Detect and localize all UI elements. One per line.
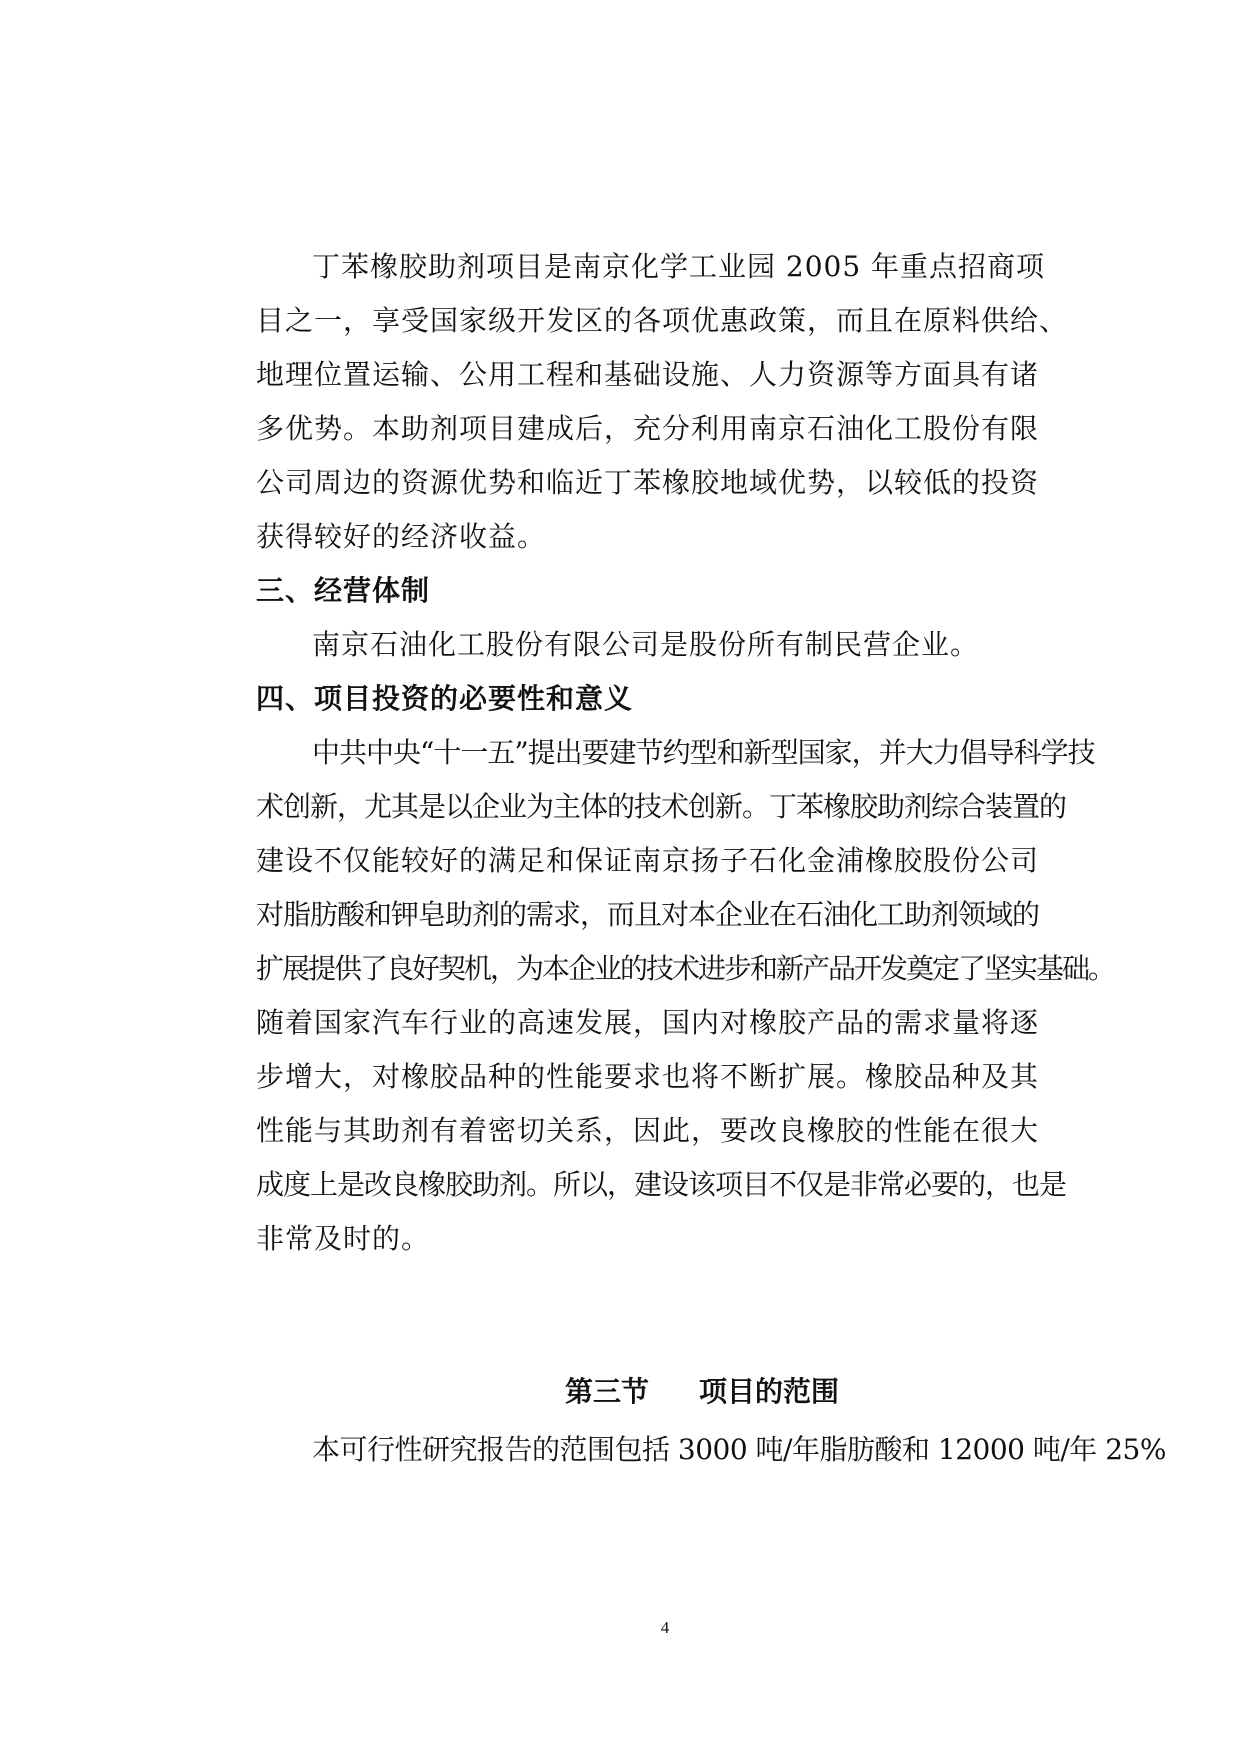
intro-line: 丁苯橡胶助剂项目是南京化学工业园 2005 年重点招商项 — [312, 250, 1046, 283]
intro-line: 公司周边的资源优势和临近丁苯橡胶地域优势，以较低的投资 — [256, 466, 1040, 499]
section-4-line: 对脂肪酸和钾皂助剂的需求，而且对本企业在石油化工助剂领域的 — [256, 898, 1040, 931]
section-4-line: 建设不仅能较好的满足和保证南京扬子石化金浦橡胶股份公司 — [256, 844, 1040, 877]
intro-line: 地理位置运输、公用工程和基础设施、人力资源等方面具有诸 — [256, 358, 1040, 391]
section-4-line: 术创新，尤其是以企业为主体的技术创新。丁苯橡胶助剂综合装置的 — [256, 790, 1067, 823]
scope-paragraph: 本可行性研究报告的范围包括 3000 吨/年脂肪酸和 12000 吨/年 25% — [312, 1433, 1166, 1466]
section-name: 项目的范围 — [699, 1375, 840, 1408]
section-3-paragraph — [256, 618, 1086, 672]
section-4-line: 非常及时的。 — [256, 1222, 431, 1255]
section-3-heading: 三、经营体制 — [256, 574, 431, 607]
intro-line: 多优势。本助剂项目建成后，充分利用南京石油化工股份有限 — [256, 412, 1040, 445]
section-number: 第三节 — [565, 1375, 650, 1408]
section-4-line: 随着国家汽车行业的高速发展，国内对橡胶产品的需求量将逐 — [256, 1006, 1040, 1039]
section-4-line: 扩展提供了良好契机，为本企业的技术进步和新产品开发奠定了坚实基础。 — [256, 952, 1115, 985]
intro-line: 目之一，享受国家级开发区的各项优惠政策，而且在原料供给、 — [256, 304, 1069, 337]
section-4-line: 中共中央“十一五”提出要建节约型和新型国家，并大力倡导科学技 — [312, 736, 1095, 769]
section-3-body: 南京石油化工股份有限公司是股份所有制民营企业。 — [312, 628, 980, 661]
section-4-heading: 四、项目投资的必要性和意义 — [256, 682, 634, 715]
section-4-paragraph — [256, 726, 1115, 1266]
intro-paragraph — [256, 240, 1086, 564]
section-4-line: 性能与其助剂有着密切关系，因此，要改良橡胶的性能在很大 — [256, 1114, 1040, 1147]
section-4-line: 步增大，对橡胶品种的性能要求也将不断扩展。橡胶品种及其 — [256, 1060, 1040, 1093]
section-title — [565, 1372, 839, 1412]
intro-line: 获得较好的经济收益。 — [256, 520, 547, 553]
section-4-line: 成度上是改良橡胶助剂。所以，建设该项目不仅是非常必要的，也是 — [256, 1168, 1067, 1201]
page-number: 4 — [660, 1618, 670, 1637]
document-body — [256, 240, 1115, 1266]
